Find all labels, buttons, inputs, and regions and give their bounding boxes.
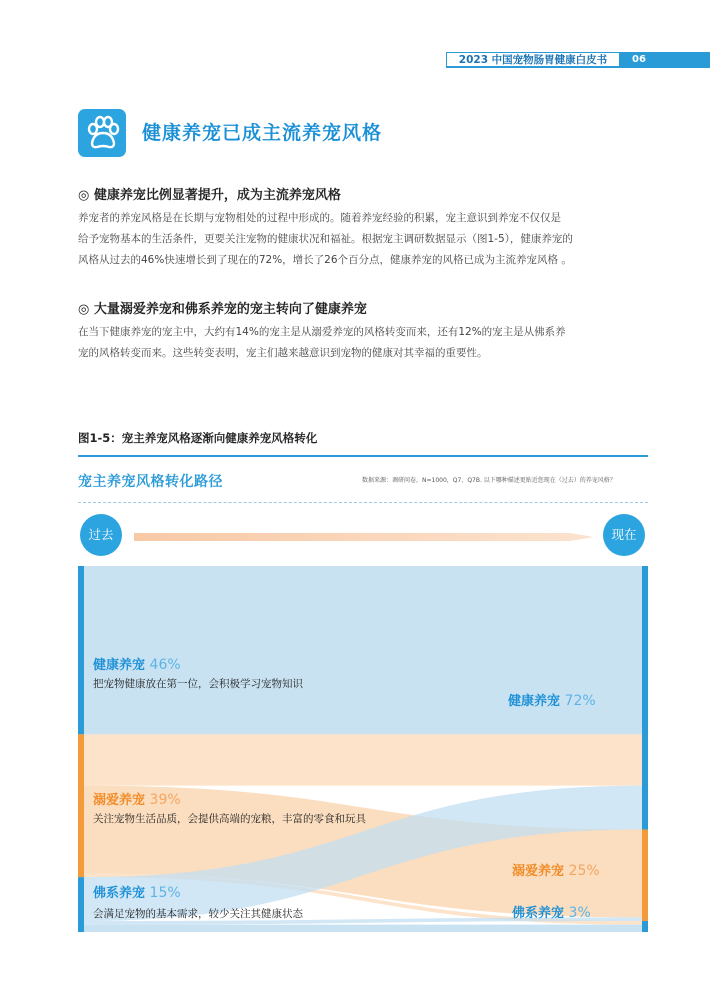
past-node-spoil [78, 734, 84, 877]
past-desc-healthy: 把宠物健康放在第一位，会积极学习宠物知识 [93, 678, 303, 690]
figure-title: 图1-5：宠主养宠风格逐渐向健康养宠风格转化 [78, 431, 318, 445]
paragraph-line: 宠的风格转变而来。这些转变表明，宠主们越来越意识到宠物的健康对其幸福的重要性。 [78, 347, 488, 359]
page-number: 06 [620, 52, 710, 68]
paragraph-line: 给予宠物基本的生活条件，更要关注宠物的健康状况和福祉。根据宠主调研数据显示（图1-5），健康养宠的 [78, 233, 573, 245]
flow-buddhist-to-buddhist [84, 925, 642, 932]
past-node-buddhist [78, 877, 84, 932]
now-label-buddhist [512, 902, 591, 921]
heading-2: ◎ 大量溺爱养宠和佛系养宠的宠主转向了健康养宠 [78, 302, 367, 317]
paragraph-line: 养宠者的养宠风格是在长期与宠物相处的过程中形成的。随着养宠经验的积累，宠主意识到养宠不仅仅是 [78, 212, 561, 224]
paragraph-line: 风格从过去的46%快速增长到了现在的72%，增长了26个百分点，健康养宠的风格已成为主流养宠风格 。 [78, 254, 572, 266]
past-node-healthy [78, 566, 84, 734]
node-percent: 39% [149, 792, 181, 808]
node-percent: 25% [568, 863, 600, 879]
heading-1: ◎ 健康养宠比例显著提升，成为主流养宠风格 [78, 188, 341, 203]
now-node-buddhist [642, 921, 648, 932]
section-title: 健康养宠已成主流养宠风格 [142, 122, 383, 144]
node-name: 佛系养宠 [512, 906, 569, 921]
node-percent: 72% [564, 693, 596, 709]
past-label-spoil [93, 789, 181, 808]
paragraph-line: 在当下健康养宠的宠主中，大约有14%的宠主是从溺爱养宠的风格转变而来，还有12%的宠主是从佛系养 [78, 326, 566, 338]
past-label-healthy [93, 654, 181, 673]
document-title: 2023 中国宠物肠胃健康白皮书 [446, 52, 620, 68]
flow-spoil-to-healthy [84, 734, 642, 785]
past-label-buddhist [93, 882, 181, 901]
node-name: 溺爱养宠 [512, 864, 569, 879]
node-percent: 15% [149, 885, 181, 901]
past-desc-buddhist: 会满足宠物的基本需求，较少关注其健康状态 [93, 908, 303, 920]
node-name: 健康养宠 [508, 694, 565, 709]
now-node-healthy [642, 566, 648, 830]
now-label-spoil [512, 860, 600, 879]
node-name: 健康养宠 [93, 658, 150, 673]
past-desc-spoil: 关注宠物生活品质，会提供高端的宠粮，丰富的零食和玩具 [93, 813, 366, 825]
chart-subtitle: 宠主养宠风格转化路径 [78, 474, 223, 490]
flow-healthy-to-healthy [84, 566, 642, 734]
node-name: 佛系养宠 [93, 886, 150, 901]
now-marker: 现在 [603, 514, 645, 556]
data-source: 数据来源：调研问卷，N=1000，Q7、Q7B. 以下哪种描述更贴近您现在（过去）的养宠风格？ [362, 477, 616, 484]
node-name: 溺爱养宠 [93, 793, 150, 808]
node-percent: 3% [568, 905, 591, 921]
node-percent: 46% [149, 657, 181, 673]
time-arrow [134, 533, 594, 541]
now-node-spoil [642, 830, 648, 922]
now-label-healthy [508, 690, 596, 709]
past-marker: 过去 [80, 514, 122, 556]
